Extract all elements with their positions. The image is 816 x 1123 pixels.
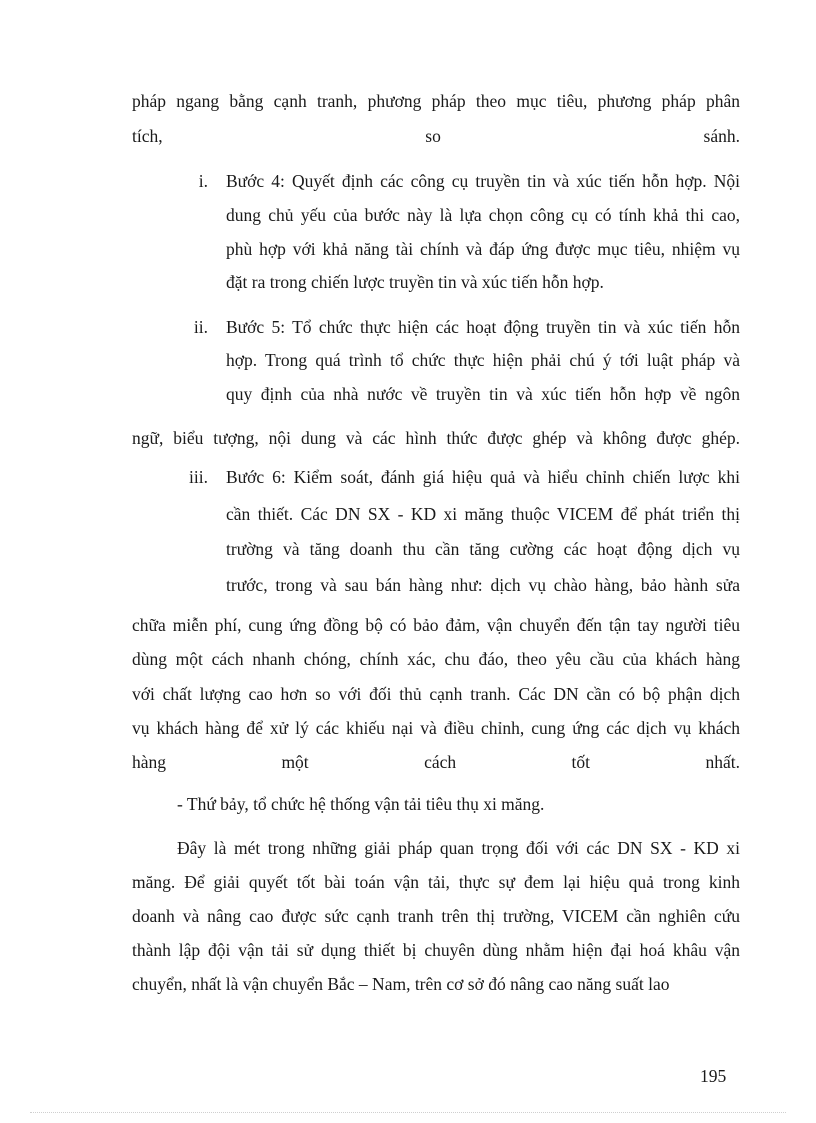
list-number: i. — [198, 171, 208, 191]
list-number: ii. — [193, 317, 208, 337]
text-line: dung chủ yếu của bước này là lựa chọn công cụ có tính khả thi cao, — [226, 205, 740, 225]
text-line: dùng một cách nhanh chóng, chính xác, chu đáo, theo yêu cầu của khách hàng — [132, 649, 740, 669]
text-line: ngữ, biểu tượng, nội dung và các hình thức được ghép và không được ghép. — [132, 428, 740, 448]
text-line: trước, trong và sau bán hàng như: dịch vụ chào hàng, bảo hành sửa — [226, 575, 740, 595]
text-line: đặt ra trong chiến lược truyền tin và xúc tiến hỗn hợp. — [226, 272, 604, 292]
word: hàng — [132, 752, 167, 772]
text-line: Đây là mét trong những giải pháp quan trọng đối với các DN SX - KD xi — [177, 838, 740, 858]
word: sánh. — [703, 126, 740, 146]
text-line: trường và tăng doanh thu cần tăng cường các hoạt động dịch vụ — [226, 539, 740, 559]
text-line: Bước 5: Tổ chức thực hiện các hoạt động truyền tin và xúc tiến hỗn — [226, 317, 740, 337]
text-line: Bước 6: Kiểm soát, đánh giá hiệu quả và hiểu chỉnh chiến lược khi — [226, 467, 740, 487]
word: nhất. — [705, 752, 740, 772]
text-line: cần thiết. Các DN SX - KD xi măng thuộc VICEM để phát triển thị — [226, 504, 740, 524]
word: tích, — [132, 126, 163, 146]
word: tốt — [571, 752, 591, 772]
text-line: với chất lượng cao hơn so với đối thủ cạnh tranh. Các DN cần có bộ phận dịch — [132, 684, 740, 704]
text-line — [132, 125, 740, 147]
text-line: chữa miễn phí, cung ứng đồng bộ có bảo đảm, vận chuyển đến tận tay người tiêu — [132, 615, 740, 635]
text-line: vụ khách hàng để xử lý các khiếu nại và điều chỉnh, cung ứng các dịch vụ khách — [132, 718, 740, 738]
text-line: thành lập đội vận tải sử dụng thiết bị chuyên dùng nhằm hiện đại hoá khâu vận — [132, 940, 740, 960]
text-line: hợp. Trong quá trình tổ chức thực hiện phải chú ý tới luật pháp và — [226, 350, 740, 370]
section-heading: - Thứ bảy, tổ chức hệ thống vận tải tiêu thụ xi măng. — [177, 794, 545, 814]
text-line: Bước 4: Quyết định các công cụ truyền tin và xúc tiến hỗn hợp. Nội — [226, 171, 740, 191]
text-line: chuyển, nhất là vận chuyển Bắc – Nam, trên cơ sở đó nâng cao năng suất lao — [132, 974, 670, 994]
word: cách — [424, 752, 457, 772]
text-line: doanh và nâng cao được sức cạnh tranh trên thị trường, VICEM cần nghiên cứu — [132, 906, 740, 926]
text-line: pháp ngang bằng cạnh tranh, phương pháp theo mục tiêu, phương pháp phân — [132, 91, 740, 111]
word: một — [281, 752, 309, 772]
text-line — [132, 751, 740, 773]
page-number: 195 — [700, 1066, 727, 1086]
list-number: iii. — [189, 467, 208, 487]
text-line: quy định của nhà nước về truyền tin và xúc tiến hỗn hợp về ngôn — [226, 384, 740, 404]
word: so — [425, 126, 441, 146]
text-line: phù hợp với khả năng tài chính và đáp ứng được mục tiêu, nhiệm vụ — [226, 239, 740, 259]
footer-divider — [30, 1112, 786, 1113]
text-line: măng. Để giải quyết tốt bài toán vận tải, thực sự đem lại hiệu quả trong kinh — [132, 872, 740, 892]
